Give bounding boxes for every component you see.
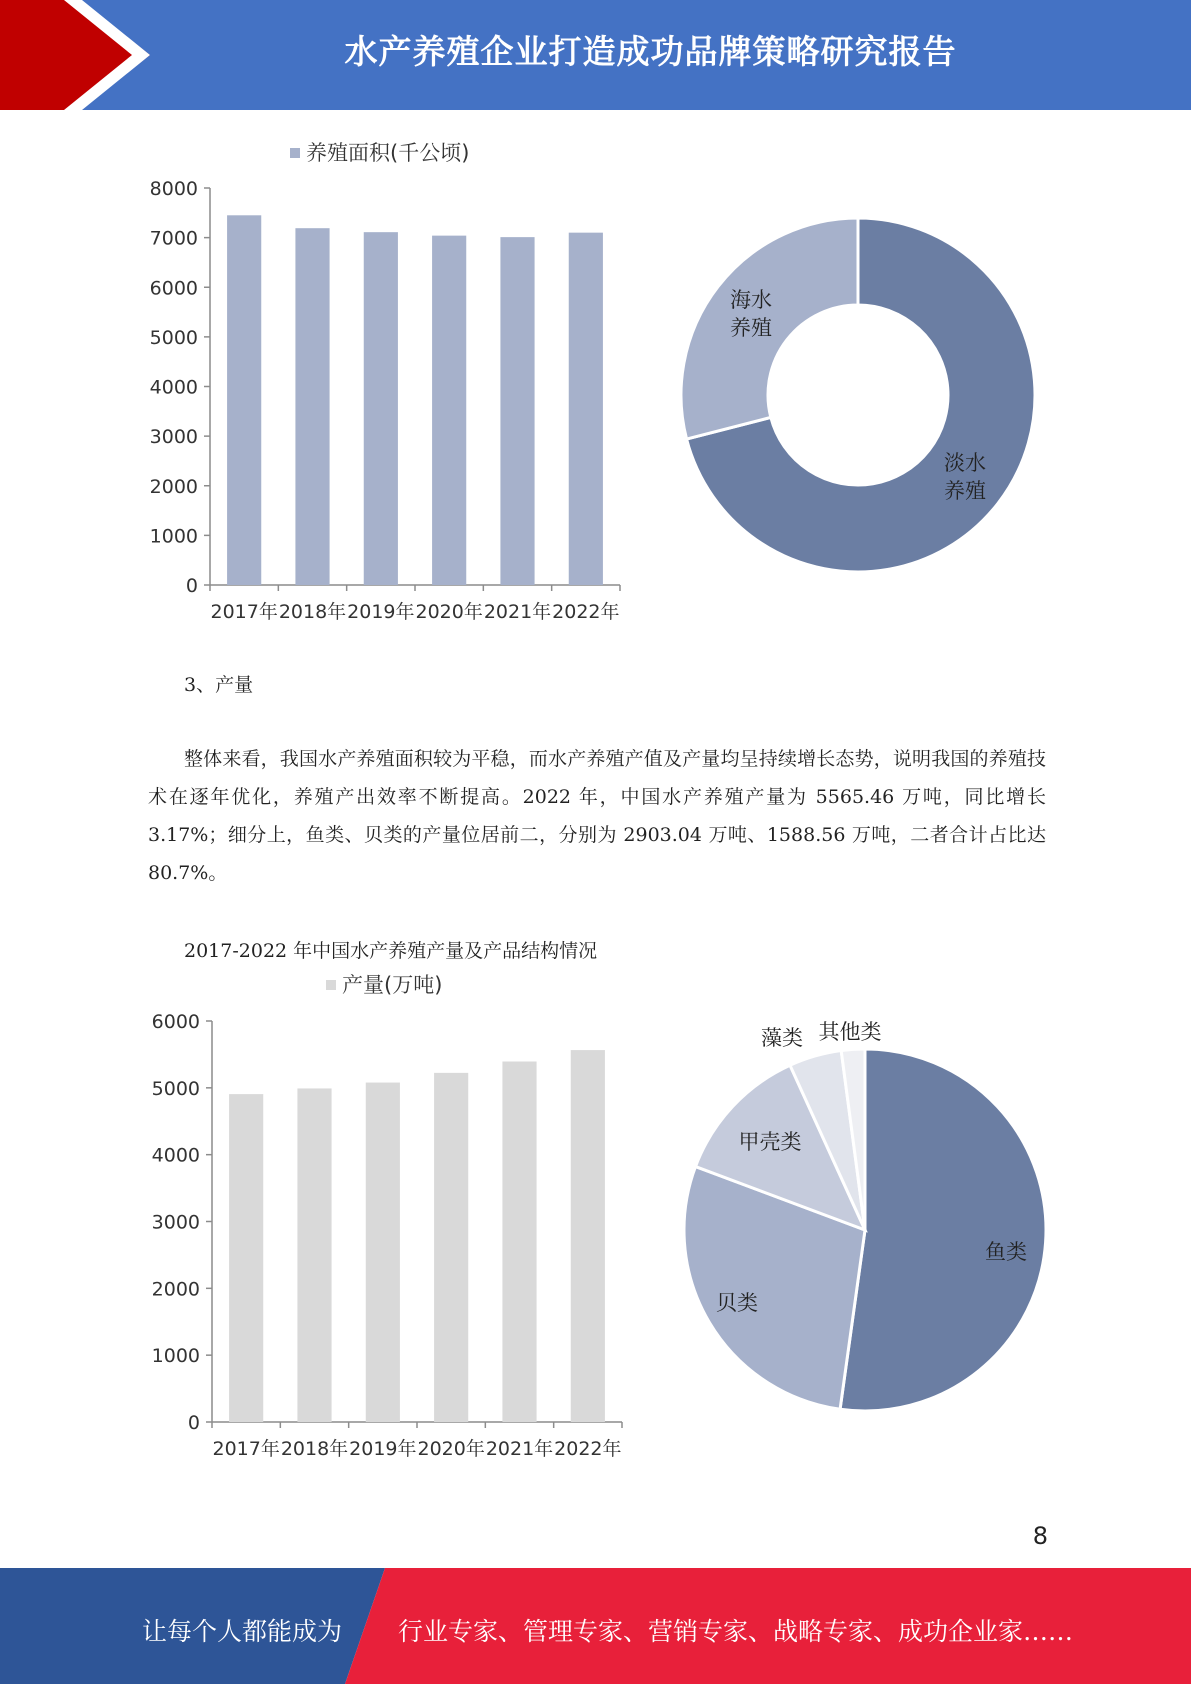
pie-slice-label: 其他类 bbox=[818, 1020, 882, 1044]
y-tick-label: 5000 bbox=[151, 1077, 200, 1100]
x-tick-label: 2017年 bbox=[210, 601, 278, 623]
section-heading: 3、产量 bbox=[184, 674, 254, 696]
legend-swatch bbox=[290, 148, 300, 158]
page-number: 8 bbox=[1032, 1522, 1048, 1550]
page-header bbox=[0, 0, 1191, 110]
bar bbox=[502, 1062, 536, 1422]
chart-caption: 2017-2022 年中国水产养殖产量及产品结构情况 bbox=[184, 940, 598, 962]
y-tick-label: 2000 bbox=[149, 475, 198, 498]
footer-slogan-right: 行业专家、管理专家、营销专家、战略专家、成功企业家…… bbox=[398, 1617, 1074, 1646]
x-tick-label: 2020年 bbox=[415, 601, 483, 623]
bar bbox=[432, 236, 466, 585]
y-tick-label: 7000 bbox=[149, 227, 198, 250]
pie-slice-label: 甲壳类 bbox=[738, 1130, 802, 1154]
footer-slogan-left: 让每个人都能成为 bbox=[142, 1617, 343, 1646]
output-chart-panel bbox=[140, 962, 1050, 1462]
y-tick-label: 1000 bbox=[149, 525, 198, 548]
y-tick-label: 3000 bbox=[151, 1211, 200, 1234]
bar bbox=[434, 1073, 468, 1422]
y-tick-label: 0 bbox=[187, 1412, 200, 1434]
pie-slice-label: 藻类 bbox=[761, 1026, 803, 1050]
header-arrow-icon bbox=[0, 0, 150, 110]
y-tick-label: 4000 bbox=[151, 1144, 200, 1167]
x-tick-label: 2022年 bbox=[554, 1438, 622, 1460]
x-tick-label: 2022年 bbox=[552, 601, 620, 623]
bar bbox=[227, 215, 261, 585]
x-tick-label: 2017年 bbox=[212, 1438, 280, 1460]
bar bbox=[500, 237, 534, 585]
y-tick-label: 2000 bbox=[151, 1278, 200, 1301]
pie-label-freshwater-line2: 养殖 bbox=[944, 479, 986, 503]
x-tick-label: 2018年 bbox=[278, 601, 347, 623]
y-tick-label: 0 bbox=[185, 575, 198, 597]
report-title: 水产养殖企业打造成功品牌策略研究报告 bbox=[344, 32, 957, 71]
bar bbox=[229, 1094, 263, 1422]
y-tick-label: 4000 bbox=[149, 376, 198, 399]
bar bbox=[571, 1050, 605, 1422]
bar bbox=[295, 228, 329, 585]
x-tick-label: 2021年 bbox=[485, 1438, 554, 1460]
bar bbox=[366, 1083, 400, 1422]
x-tick-label: 2019年 bbox=[349, 1438, 417, 1460]
pie-label-seawater-line2: 养殖 bbox=[730, 316, 772, 340]
x-tick-label: 2021年 bbox=[483, 601, 552, 623]
y-tick-label: 3000 bbox=[149, 426, 198, 449]
pie-slice-label: 贝类 bbox=[716, 1291, 758, 1315]
pie-label-seawater: 海水 bbox=[730, 288, 772, 312]
legend-swatch bbox=[326, 980, 336, 990]
x-tick-label: 2019年 bbox=[347, 601, 415, 623]
section-paragraph: 整体来看，我国水产养殖面积较为平稳，而水产养殖产值及产量均呈持续增长态势，说明我国的养殖技术在逐年优化，养殖产出效率不断提高。2022 年，中国水产养殖产量为 5565.46 万吨，同比增长 3.17%；细分上，鱼类、贝类的产量位居前二，分别为 2903.04 万吨、1588.56 万吨，二者合计占比达 80.7%。 bbox=[148, 748, 1046, 884]
pie-label-freshwater: 淡水 bbox=[944, 451, 986, 475]
x-tick-label: 2020年 bbox=[417, 1438, 485, 1460]
y-tick-label: 1000 bbox=[151, 1345, 200, 1368]
bar bbox=[364, 232, 398, 585]
legend-label: 产量(万吨) bbox=[342, 973, 443, 997]
y-tick-label: 6000 bbox=[149, 277, 198, 300]
x-tick-label: 2018年 bbox=[280, 1438, 349, 1460]
y-tick-label: 8000 bbox=[149, 178, 198, 200]
y-tick-label: 5000 bbox=[149, 326, 198, 349]
bar bbox=[569, 233, 603, 585]
area-chart-panel bbox=[140, 128, 1050, 628]
legend-label: 养殖面积(千公顷) bbox=[306, 141, 470, 165]
bar bbox=[297, 1088, 331, 1422]
y-tick-label: 6000 bbox=[151, 1011, 200, 1033]
pie-slice-label: 鱼类 bbox=[985, 1240, 1027, 1264]
